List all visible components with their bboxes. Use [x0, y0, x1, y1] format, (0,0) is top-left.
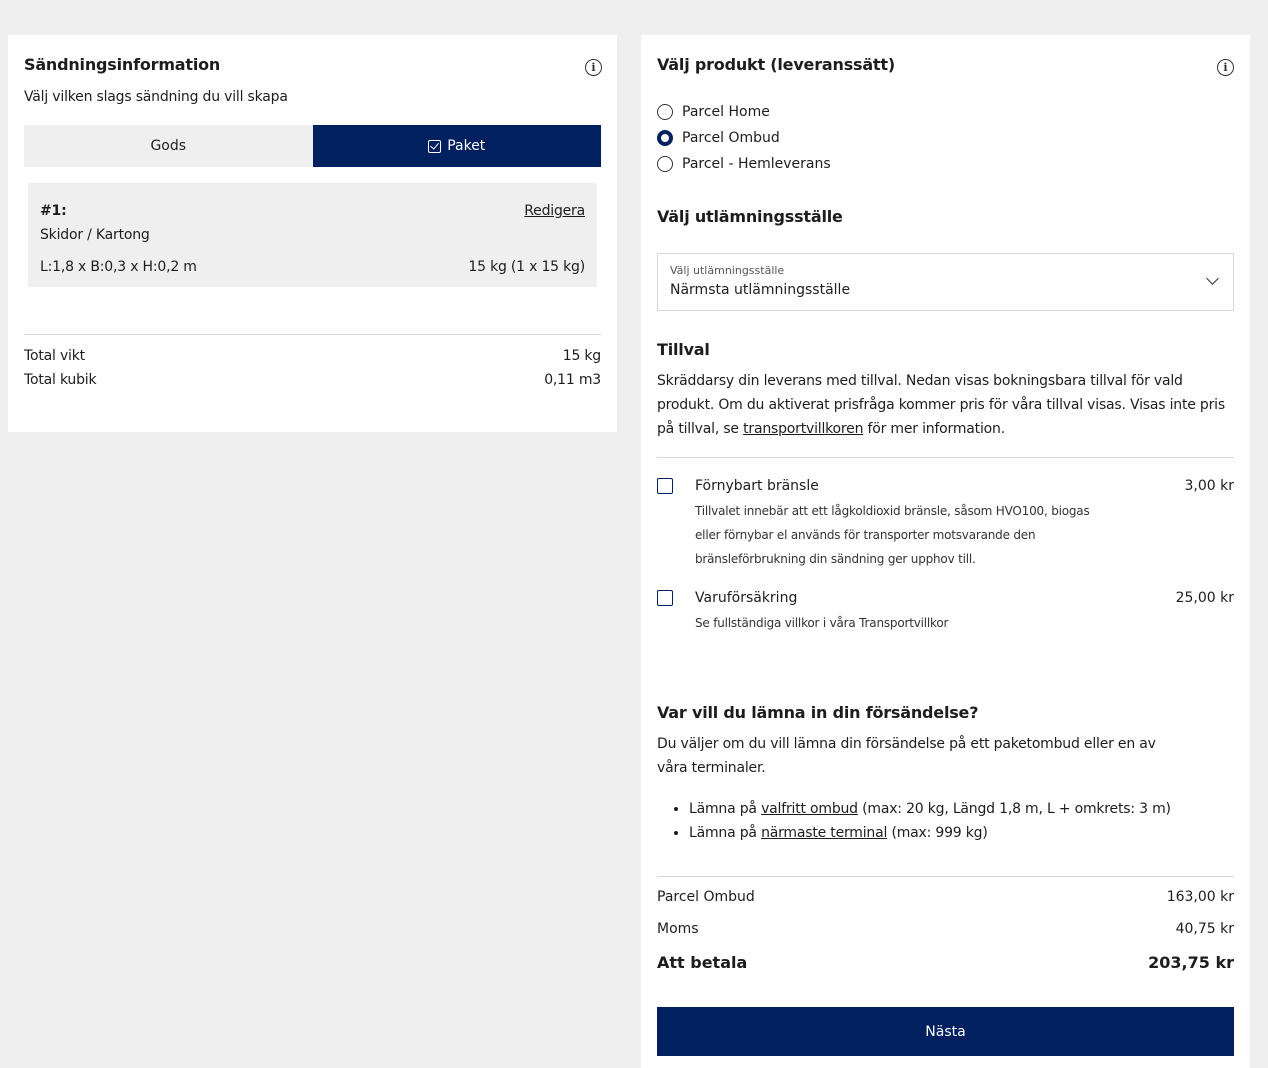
addons-intro-text: Skräddarsy din leverans med tillval. Nedan visas bokningsbara tillval för vald produkt. Om du aktiverat prisfråga kommer pris för våra tillval visas. Visas inte pris på tillval, se: [657, 373, 1225, 437]
addons-title: Tillval: [657, 340, 710, 359]
pickup-title: Välj utlämningsställe: [657, 207, 843, 226]
radio-parcel-home[interactable]: [657, 104, 770, 120]
radio-parcel-ombud-label: Parcel Ombud: [682, 130, 780, 146]
radio-unchecked-icon: [657, 156, 673, 172]
tab-paket[interactable]: [313, 125, 602, 167]
addon-renewable-fuel-description: Tillvalet innebär att ett lågkoldioxid bränsle, såsom HVO100, biogas eller förnybar el används för transporter motsvarande den bränsleförbrukning din sändning ger upphov till.: [695, 504, 1090, 566]
list-item: [689, 797, 1171, 821]
dropoff-options: [657, 797, 1171, 845]
radio-parcel-ombud[interactable]: [657, 130, 780, 146]
package-card: [28, 183, 597, 287]
total-weight-label: Total vikt: [24, 348, 85, 364]
total-weight-value: 15 kg: [562, 348, 601, 364]
total-volume-value: 0,11 m3: [544, 372, 601, 388]
pickup-select-value: Närmsta utlämningsställe: [670, 282, 851, 298]
package-number: #1:: [40, 203, 67, 219]
addon-insurance-checkbox[interactable]: [657, 590, 673, 606]
total-volume-label: Total kubik: [24, 372, 97, 388]
checkbox-checked-icon: [428, 140, 441, 153]
dropoff-prefix: Lämna på: [689, 801, 757, 817]
addon-renewable-fuel-title: Förnybart bränsle: [695, 478, 819, 494]
product-panel: [641, 35, 1250, 1068]
product-title: Välj produkt (leveranssätt): [657, 55, 895, 74]
tab-paket-label: Paket: [447, 138, 486, 154]
dropoff-text: Du väljer om du vill lämna din försändelse på ett paketombud eller en av våra terminaler.: [657, 736, 1156, 776]
total-label: Att betala: [657, 953, 748, 972]
package-dimensions: L:1,8 x B:0,3 x H:0,2 m: [40, 259, 197, 275]
total-value: 203,75 kr: [1148, 953, 1234, 972]
list-item: [689, 821, 1171, 845]
nearest-terminal-link[interactable]: närmaste terminal: [761, 825, 888, 841]
summary-label: Parcel Ombud: [657, 889, 755, 905]
addon-insurance-description: Se fullständiga villkor i våra Transportvillkor: [695, 616, 949, 630]
summary-label: Moms: [657, 921, 699, 937]
shipment-info-title: Sändningsinformation: [24, 55, 221, 74]
next-button[interactable]: Nästa: [657, 1007, 1234, 1056]
summary-row-product: [657, 889, 1234, 905]
divider: [24, 334, 601, 335]
package-weight: 15 kg (1 x 15 kg): [468, 259, 585, 275]
radio-unchecked-icon: [657, 104, 673, 120]
tab-gods-label: Gods: [150, 138, 187, 154]
shipment-info-subtitle: Välj vilken slags sändning du vill skapa: [24, 89, 288, 105]
radio-parcel-hemleverans-label: Parcel - Hemleverans: [682, 156, 831, 172]
radio-parcel-hemleverans[interactable]: [657, 156, 831, 172]
summary-row-total: [657, 953, 1234, 972]
divider: [657, 457, 1234, 458]
summary-value: 163,00 kr: [1166, 889, 1234, 905]
addon-insurance-title: Varuförsäkring: [695, 590, 798, 606]
radio-checked-icon: [657, 130, 673, 146]
summary-row-vat: [657, 921, 1234, 937]
info-icon[interactable]: i: [1217, 59, 1234, 76]
addon-insurance-price: 25,00 kr: [1175, 590, 1234, 606]
info-icon[interactable]: i: [585, 59, 602, 76]
summary-value: 40,75 kr: [1175, 921, 1234, 937]
dropoff-suffix: (max: 999 kg): [891, 825, 988, 841]
shipment-type-tabs: [24, 125, 601, 167]
addon-renewable-fuel-checkbox[interactable]: [657, 478, 673, 494]
package-type: Skidor / Kartong: [40, 227, 150, 243]
edit-package-link[interactable]: Redigera: [524, 203, 585, 219]
divider: [657, 876, 1234, 877]
shipment-info-panel: [8, 35, 617, 432]
radio-parcel-home-label: Parcel Home: [682, 104, 770, 120]
addons-intro: [657, 369, 1234, 441]
dropoff-title: Var vill du lämna in din försändelse?: [657, 703, 979, 722]
any-agent-link[interactable]: valfritt ombud: [761, 801, 858, 817]
tab-gods[interactable]: [24, 125, 313, 167]
addons-intro-suffix: för mer information.: [867, 421, 1005, 437]
dropoff-prefix: Lämna på: [689, 825, 757, 841]
addon-renewable-fuel-price: 3,00 kr: [1184, 478, 1234, 494]
transport-terms-link[interactable]: transportvillkoren: [743, 421, 864, 437]
dropoff-suffix: (max: 20 kg, Längd 1,8 m, L + omkrets: 3 m): [862, 801, 1171, 817]
pickup-select[interactable]: [657, 253, 1234, 311]
pickup-select-label: Välj utlämningsställe: [670, 264, 785, 277]
chevron-down-icon: [1206, 272, 1219, 285]
